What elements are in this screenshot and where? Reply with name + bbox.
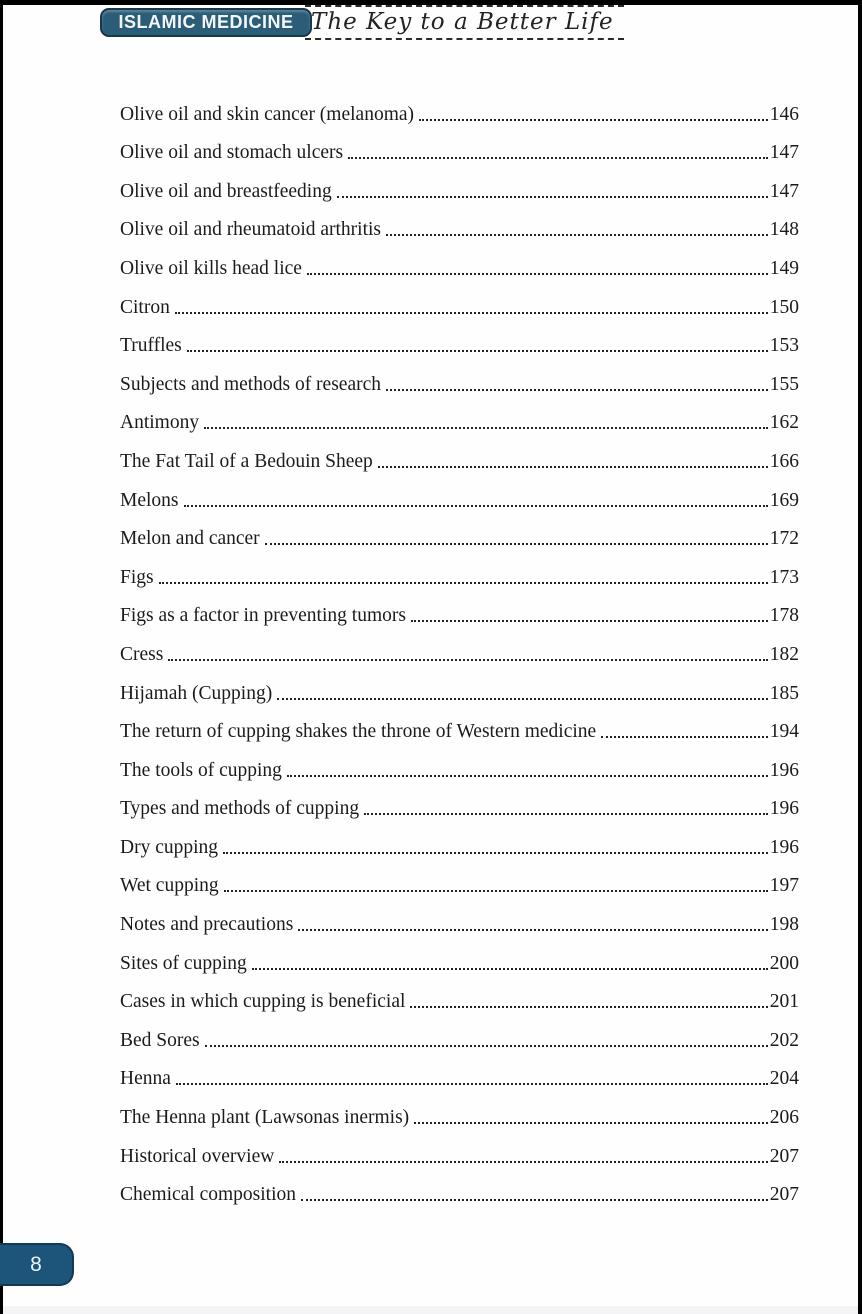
page-header (3, 5, 858, 65)
toc-entry-page: 169 (769, 489, 799, 511)
toc-entry-title: Sites of cupping (120, 952, 247, 974)
toc-row (120, 1129, 799, 1168)
toc-entry-page: 149 (769, 257, 799, 279)
toc-row (120, 1090, 799, 1129)
toc-entry-title: Citron (120, 296, 170, 318)
toc-entry-title: Olive oil and skin cancer (melanoma) (120, 103, 415, 125)
toc-entry-title: Figs (120, 566, 154, 588)
toc-entry-page: 201 (769, 991, 799, 1013)
toc-entry-title: Olive oil kills head lice (120, 257, 302, 279)
toc-entry-page: 204 (769, 1068, 799, 1090)
toc-entry-page: 153 (769, 335, 799, 357)
toc-dot-leader (265, 543, 768, 545)
toc-row (120, 589, 799, 628)
toc-entry-page: 196 (769, 836, 799, 858)
toc-dot-leader (224, 890, 768, 892)
toc-row (120, 434, 799, 473)
toc-dot-leader (176, 1083, 768, 1085)
toc-dot-leader (184, 505, 768, 507)
toc-dot-leader (175, 312, 768, 314)
toc-entry-title: Melons (120, 489, 179, 511)
toc-row (120, 782, 799, 821)
toc-dot-leader (307, 273, 768, 275)
toc-entry-page: 200 (769, 952, 799, 974)
toc-row (120, 319, 799, 358)
toc-dot-leader (204, 427, 768, 429)
toc-entry-page: 196 (769, 759, 799, 781)
toc-row (120, 357, 799, 396)
toc-dot-leader (159, 582, 768, 584)
toc-dot-leader (301, 1199, 768, 1201)
toc-entry-page: 194 (769, 721, 799, 743)
toc-row (120, 473, 799, 512)
toc-entry-title: Truffles (120, 335, 182, 357)
toc-entry-title: Cases in which cupping is beneficial (120, 991, 406, 1013)
toc-entry-page: 172 (769, 528, 799, 550)
toc-entry-page: 207 (769, 1145, 799, 1167)
toc-row (120, 164, 799, 203)
toc-entry-title: Cress (120, 643, 164, 665)
toc-row (120, 396, 799, 435)
toc-entry-title: Subjects and methods of research (120, 373, 382, 395)
toc-entry-page: 182 (769, 643, 799, 665)
toc-row (120, 627, 799, 666)
toc-entry-title: Wet cupping (120, 875, 219, 897)
toc-entry-title: The return of cupping shakes the throne of Western medicine (120, 721, 597, 743)
toc-entry-page: 150 (769, 296, 799, 318)
toc-entry-title: The Fat Tail of a Bedouin Sheep (120, 450, 373, 472)
toc-dot-leader (414, 1122, 768, 1124)
book-title-badge: ISLAMIC MEDICINE (100, 8, 312, 37)
toc-entry-title: The tools of cupping (120, 759, 282, 781)
toc-entry-page: 155 (769, 373, 799, 395)
book-subtitle: The Key to a Better Life (305, 5, 624, 40)
toc-row (120, 743, 799, 782)
toc-entry-page: 148 (769, 219, 799, 241)
toc-row (120, 280, 799, 319)
toc-dot-leader (287, 775, 768, 777)
page-number-tab: 8 (0, 1243, 74, 1286)
toc-entry-title: Figs as a factor in preventing tumors (120, 605, 406, 627)
toc-dot-leader (337, 196, 768, 198)
toc-entry-title: Olive oil and rheumatoid arthritis (120, 219, 382, 241)
toc-row (120, 705, 799, 744)
toc-dot-leader (386, 234, 768, 236)
toc-row (120, 1052, 799, 1091)
toc-entry-title: Melon and cancer (120, 528, 260, 550)
toc-entry-page: 162 (769, 412, 799, 434)
toc-row (120, 820, 799, 859)
toc-entry-page: 173 (769, 566, 799, 588)
toc-row (120, 126, 799, 165)
toc-row (120, 203, 799, 242)
toc-entry-title: Bed Sores (120, 1029, 200, 1051)
toc-row (120, 87, 799, 126)
toc-entry-title: Olive oil and stomach ulcers (120, 142, 344, 164)
toc-dot-leader (298, 929, 767, 931)
toc-row (120, 512, 799, 551)
toc-dot-leader (205, 1045, 768, 1047)
toc-row (120, 975, 799, 1014)
toc-row (120, 897, 799, 936)
toc-entry-page: 147 (769, 180, 799, 202)
toc-entry-page: 185 (769, 682, 799, 704)
toc-entry-title: Dry cupping (120, 836, 219, 858)
toc-dot-leader (364, 813, 768, 815)
toc-entry-title: The Henna plant (Lawsonas inermis) (120, 1107, 410, 1129)
toc-dot-leader (601, 736, 768, 738)
toc-dot-leader (386, 389, 768, 391)
toc-entry-title: Historical overview (120, 1145, 275, 1167)
toc-dot-leader (223, 852, 768, 854)
toc-dot-leader (187, 350, 768, 352)
toc-entry-title: Types and methods of cupping (120, 798, 360, 820)
toc-dot-leader (410, 1006, 767, 1008)
toc-row (120, 859, 799, 898)
toc-dot-leader (411, 620, 768, 622)
table-of-contents (120, 87, 799, 1206)
toc-entry-title: Antimony (120, 412, 200, 434)
toc-entry-page: 178 (769, 605, 799, 627)
toc-entry-page: 202 (769, 1029, 799, 1051)
toc-row (120, 936, 799, 975)
toc-entry-page: 147 (769, 142, 799, 164)
toc-entry-title: Chemical composition (120, 1184, 297, 1206)
toc-row (120, 1168, 799, 1207)
toc-dot-leader (378, 466, 768, 468)
toc-dot-leader (419, 119, 768, 121)
toc-entry-title: Henna (120, 1068, 171, 1090)
toc-entry-title: Hijamah (Cupping) (120, 682, 273, 704)
toc-dot-leader (277, 698, 768, 700)
toc-dot-leader (279, 1161, 767, 1163)
toc-entry-page: 198 (769, 914, 799, 936)
toc-entry-page: 207 (769, 1184, 799, 1206)
toc-row (120, 241, 799, 280)
toc-entry-page: 146 (769, 103, 799, 125)
toc-row (120, 1013, 799, 1052)
toc-dot-leader (348, 157, 768, 159)
toc-entry-page: 197 (769, 875, 799, 897)
toc-entry-page: 196 (769, 798, 799, 820)
toc-entry-title: Olive oil and breastfeeding (120, 180, 332, 202)
toc-row (120, 550, 799, 589)
toc-entry-title: Notes and precautions (120, 914, 294, 936)
toc-entry-page: 166 (769, 450, 799, 472)
toc-entry-page: 206 (769, 1107, 799, 1129)
toc-dot-leader (252, 968, 768, 970)
book-page (3, 5, 858, 1314)
toc-row (120, 666, 799, 705)
toc-dot-leader (168, 659, 767, 661)
